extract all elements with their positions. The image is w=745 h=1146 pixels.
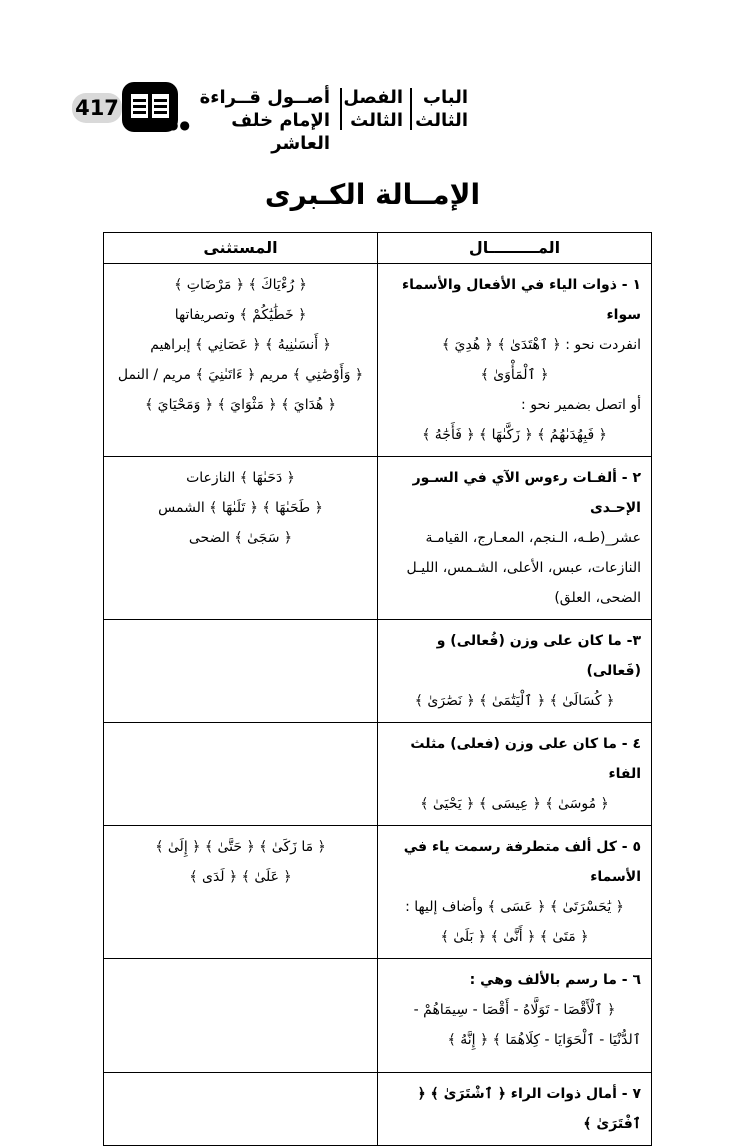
example-cell [378, 1073, 652, 1146]
exception-cell [104, 620, 378, 723]
example-header: المـــــــــال [378, 233, 652, 264]
table-row [104, 264, 652, 457]
example-line: ٣- ما كان على وزن (فُعالى) و (فَعالى) [436, 633, 641, 679]
example-line: النازعات، عبس، الأعلى، الشـمس، الليـل [406, 560, 641, 576]
example-line: ﴿ مُوسَىٰ ﴾ ﴿ عِيسَى ﴾ ﴿ يَحْيَىٰ ﴾ [420, 796, 609, 812]
example-line: ﴿ مَتَىٰ ﴾ ﴿ أَنَّىٰ ﴾ ﴿ بَلَىٰ ﴾ [440, 929, 589, 945]
exception-cell [104, 723, 378, 826]
exception-cell [104, 457, 378, 620]
example-line: ٦ - ما رسم بالألف وهي : [469, 972, 641, 988]
example-line: ٧ - أمال ذوات الراء ﴿ ٱشْتَرَىٰ ﴾ ﴿ ٱفْتَرَىٰ ﴾ [417, 1086, 641, 1132]
exception-line: ﴿ أَنسَىٰنِيهُ ﴾ ﴿ عَصَانِي ﴾ إبراهيم [150, 337, 331, 353]
example-line: ١ - ذوات الياء في الأفعال والأسماء سواء [401, 277, 641, 323]
exception-cell [104, 959, 378, 1073]
exception-line: ﴿ خَطَٰيَٰكُمْ ﴾ وتصريفاتها [174, 307, 307, 323]
page-number: 417 [72, 93, 122, 123]
exception-cell [104, 1073, 378, 1146]
table-row [104, 723, 652, 826]
book-title-line1: أصــول قــراءة [199, 87, 330, 108]
example-line: ٱلدُّنْيَا - ٱلْحَوَايَا - كِلَاهُمَا ﴾ ﴿ إِنَّهُ ﴾ [447, 1032, 641, 1048]
table-row [104, 826, 652, 959]
fasl-info [343, 86, 403, 132]
exception-cell [104, 826, 378, 959]
example-line: ﴿ كُسَالَىٰ ﴾ ﴿ ٱلْيَتَٰمَىٰ ﴾ ﴿ نَصَٰرَىٰ ﴾ [414, 693, 615, 709]
example-line: ﴿ يَٰحَسْرَتَىٰ ﴾ ﴿ عَسَى ﴾ وأضاف إليها : [405, 899, 624, 915]
imala-table [103, 232, 652, 1146]
example-cell [378, 457, 652, 620]
example-cell [378, 826, 652, 959]
example-line: ﴿ فَبِهُدَىٰهُمُ ﴾ ﴿ زَكَّىٰهَا ﴾ ﴿ فَأَجَٰهُ ﴾ [422, 427, 607, 443]
page-title: الإمــالة الكـبرى [264, 178, 481, 211]
example-line: ٤ - ما كان على وزن (فعلى) مثلث الفاء [410, 736, 641, 782]
bab-label: الباب [422, 87, 468, 108]
header-divider [410, 88, 412, 130]
exception-line: ﴿ مَا زَكَىٰ ﴾ ﴿ حَتَّىٰ ﴾ ﴿ إِلَىٰ ﴾ [155, 839, 326, 855]
header-divider [340, 88, 342, 130]
exception-line: ﴿ رُءْيَاكَ ﴾ ﴿ مَرْضَاتِ ﴾ [174, 277, 307, 293]
example-line: ﴿ ٱلْأَقْصَا - تَوَلَّاهُ - أَقْصَا - سِيمَاهُمْ - [413, 1002, 616, 1018]
exception-cell [104, 264, 378, 457]
book-title [180, 86, 330, 155]
table-row [104, 457, 652, 620]
example-line: انفردت نحو : ﴿ ٱهْتَدَىٰ ﴾ ﴿ هُدِيَ ﴾ [441, 337, 641, 353]
table-row [104, 1073, 652, 1146]
bab-info [415, 86, 468, 132]
fasl-label: الفصل [343, 87, 403, 108]
example-line: الضحى، العلق) [554, 590, 641, 606]
fasl-value: الثالث [350, 110, 403, 131]
exception-line: ﴿ وَأَوْصَٰنِي ﴾ مريم ﴿ ءَاتَىٰنِيَ ﴾ مريم / النمل [117, 367, 364, 383]
bab-value: الثالث [415, 110, 468, 131]
exception-line: ﴿ هُدَايَ ﴾ ﴿ مَثْوَايَ ﴾ ﴿ وَمَحْيَايَ ﴾ [145, 397, 336, 413]
exception-line: ﴿ عَلَىٰ ﴾ ﴿ لَدَى ﴾ [189, 869, 292, 885]
exception-line: ﴿ سَجَىٰ ﴾ الضحى [188, 530, 293, 546]
example-line: ﴿ ٱلْمَأْوَىٰ ﴾ [480, 367, 549, 383]
example-cell [378, 620, 652, 723]
exception-line: ﴿ دَحَىٰهَا ﴾ النازعات [186, 470, 295, 486]
dots-decoration: ●● [168, 118, 191, 132]
example-line: أو اتصل بضمير نحو : [521, 397, 641, 413]
example-line: ٢ - ألفـات رءوس الآي في السـور الإحـدى [412, 470, 641, 516]
example-cell [378, 959, 652, 1073]
example-cell [378, 264, 652, 457]
example-line: عشر_(طـه، الـنجم، المعـارج، القيامـة [425, 530, 641, 546]
example-cell [378, 723, 652, 826]
table-row [104, 620, 652, 723]
example-line: ٥ - كل ألف متطرفة رسمت ياء في الأسماء [403, 839, 641, 885]
table-row [104, 959, 652, 1073]
book-title-line2: الإمام خلف العاشر [231, 110, 330, 154]
exception-header: المستثنى [104, 233, 378, 264]
exception-line: ﴿ طَحَىٰهَا ﴾ ﴿ تَلَىٰهَا ﴾ الشمس [158, 500, 323, 516]
